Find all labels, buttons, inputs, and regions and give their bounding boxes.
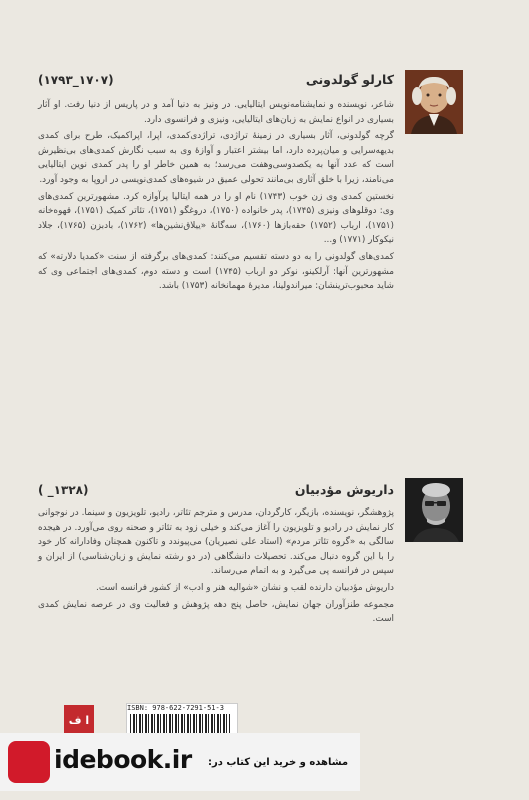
bio-paragraph: نخستین کمدی وی زن خوب (۱۷۴۳) نام او را در همه ایتالیا پرآوازه کرد. مشهورترین کمدی‌های وی: دوقلوهای ونیزی (۱۷۴۵)، پدر خانواده (۱۷۵۰)، دروغگو (۱۷۵۱)، تئاتر کمیک (۱۷۵۱)، قهوه‌خانه (۱۷۵۱)، ارباب (۱۷۵۲) حقه‌بازها (۱۷۶۰)، سه‌گانهٔ «ییلاق‌نشین‌ها» (۱۷۶۲)، بادبزن (۱۷۶۵)، جلاد نیکوکار (۱۷۷۱) و...: [38, 191, 394, 246]
goldoni-portrait: [405, 70, 463, 134]
bio-paragraph: گرچه گولدونی، آثار بسیاری در زمینهٔ تراژدی، تراژدی‌کمدی، اپرا، اپرا‌کمیک، طرح برای کمدی بدیهه‌سرایی و میان‌پرده دارد، اما بیشتر اعتبار و آوازهٔ وی به سبب نگارش کمدی‌های بی‌نظیرش است که عدد آنها به یکصدوسی‌وهفت می‌رسد؛ به همین خاطر او را پدر کمدی نوین ایتالیایی می‌نامند، زیرا با خلق آثاری بی‌مانند تحولی عمیق در شیوه‌های کمدی‌نویسی در اروپا به وجود آورد.: [38, 131, 394, 185]
watermark-banner[interactable]: [0, 733, 360, 791]
bio-paragraph: کمدی‌های گولدونی را به دو دسته تقسیم می‌کنند: کمدی‌های برگرفته از سنت «کمدیا دلارته» که مشهورترین آنها: آرلکینو، نوکر دو ارباب (۱۷۴۵) است و دسته دوم، کمدی‌های اجتماعی وی که شاید محبوب‌ترینشان: میراندولینا، مدیرهٔ مهمانخانه (۱۷۵۳) باشد.: [38, 251, 394, 292]
author-years: (۱۳۲۸_ ): [38, 483, 89, 497]
author-years: (۱۷۰۷_۱۷۹۳): [38, 73, 114, 87]
book-logo-icon: [8, 741, 50, 783]
bio-paragraph: مجموعه طنزآوران جهان نمایش، حاصل پنج دهه پژوهش و فعالیت وی در عرصه نمایش کمدی است.: [38, 599, 394, 625]
bio-paragraph: داریوش مؤدبیان دارنده لقب و نشان «شوالیه هنر و ادب» از کشور فرانسه است.: [96, 582, 394, 593]
publisher-logo: [64, 705, 94, 735]
author-bio-goldoni: [38, 98, 394, 296]
isbn-number: ISBN: 978-622-7291-51-3: [127, 704, 224, 712]
author-bio-moadabian: [38, 506, 394, 629]
bio-paragraph: شاعر، نویسنده و نمایشنامه‌نویس ایتالیایی. در ونیز به دنیا آمد و در پاریس از دنیا رفت. او آثار بسیاری در انواع نمایش به زبان‌های ایتالیایی، ونیزی و فرانسوی دارد.: [38, 100, 394, 125]
publisher-logo-text: ا ف: [68, 713, 90, 727]
watermark-promo-text: مشاهده و خرید این کتاب در:: [208, 757, 349, 768]
bio-paragraph: پژوهشگر، نویسنده، بازیگر، کارگردان، مدرس و مترجم تئاتر، رادیو، تلویزیون و سینما. در نوجوانی کار نمایش در رادیو و تلویزیون را آغاز می‌کند و خیلی زود به تئاتر و صحنه روی می‌آورد. در هیجده سالگی به «گروه تئاتر مردم» (استاد علی نصیریان) می‌پیوندد و تاکنون همچنان وفادارانه کار خود را با این گروه دنبال می‌کند. تحصیلات دانشگاهی (در دو رشته نمایش و زبان‌شناسی) از ایران و سپس در فرانسه پی می‌گیرد و به اتمام می‌رساند.: [38, 508, 394, 577]
author-name: داریوش مؤدبیان: [294, 482, 394, 497]
moadabian-portrait: [405, 478, 463, 542]
watermark-brand: idebook.ir: [54, 745, 192, 774]
author-name: کارلو گولدونی: [305, 72, 394, 87]
author-header-goldoni: [38, 72, 394, 87]
author-header-moadabian: [38, 482, 394, 497]
